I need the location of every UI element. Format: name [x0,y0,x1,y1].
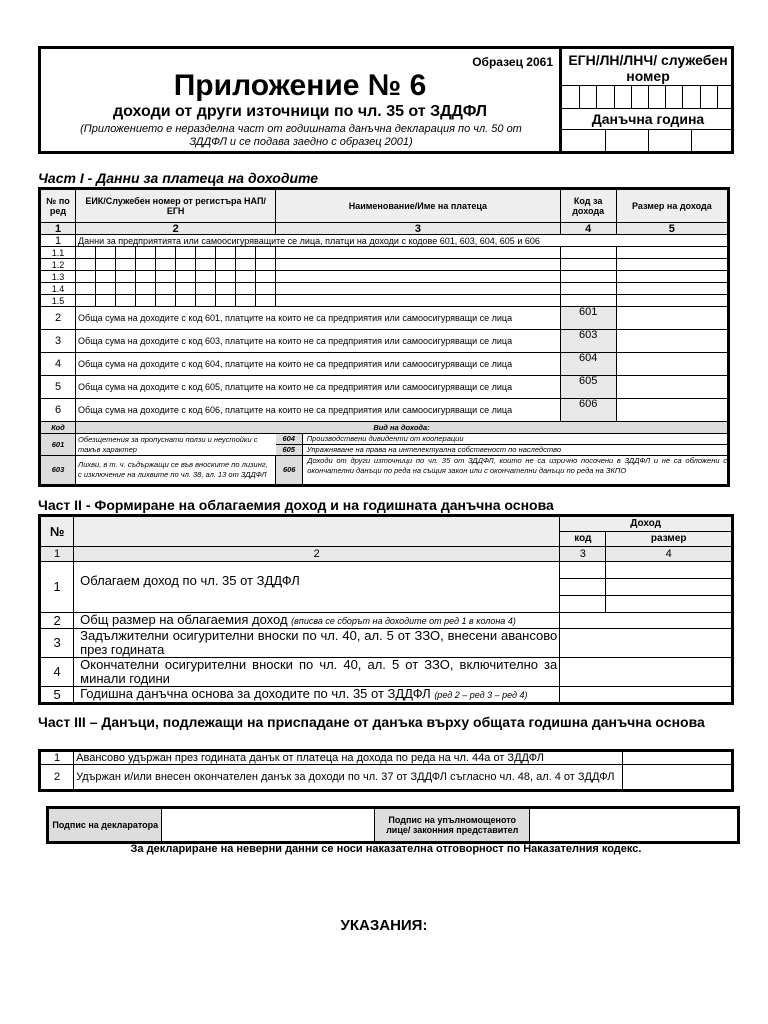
part3-title: Част III – Данъци, подлежащи на приспадане от данъка върху общата годишна данъчна основа [38,714,705,730]
eik-cell[interactable] [116,271,136,283]
eik-cell[interactable] [96,247,116,259]
colnum: 4 [606,547,733,562]
table-row [40,353,729,376]
header-income: Доход [560,516,733,532]
legend-code: 603 [40,456,76,486]
liability-warning: За деклариране на неверни данни се носи наказателна отговорност по Наказателния кодекс. [130,843,642,855]
table-row [40,562,733,579]
code-cell[interactable] [560,283,616,295]
eik-cell[interactable] [216,283,236,295]
row-text: Задължителни осигурителни вноски по чл. 40, ал. 5 от ЗЗО, внесени авансово през годината [74,629,560,658]
table-row [40,658,733,687]
row1-description: Данни за предприятията или самоосигуряващите се лица, платци на доходи с кодове 601, 603, 604, 605 и 606 [76,235,729,247]
instructions-title: УКАЗАНИЯ: [340,917,428,934]
legend-kind-header: Вид на дохода: [76,422,729,434]
row-number: 6 [40,399,76,422]
amount-cell[interactable] [560,658,733,687]
eik-cell[interactable] [76,247,96,259]
amount-cell[interactable] [616,271,728,283]
payer-name-cell[interactable] [276,259,560,271]
legend-code: 605 [276,445,303,455]
eik-cell[interactable] [96,283,116,295]
row-number: 2 [40,307,76,330]
amount-cell[interactable] [616,376,728,399]
form-number: Образец 2061 [472,55,553,69]
row-text: Окончателни осигурителни вноски по чл. 40, ал. 5 от ЗЗО, включително за минали години [74,658,560,687]
header-code: код [560,532,606,547]
colnum: 3 [560,547,606,562]
row-note: (вписва се сборът на доходите от ред 1 в колона 4) [291,616,516,626]
page-note: (Приложението е неразделна част от годишната данъчна декларация по чл. 50 от ЗДДФЛ и се подава заедно с образец 2001) [80,123,522,148]
row-number: 1.3 [40,271,76,283]
row-number: 1.5 [40,295,76,307]
amount-cell[interactable] [606,596,733,613]
payer-name-cell[interactable] [276,283,560,295]
eik-cell[interactable] [96,271,116,283]
legend-text: Обезщетения за пропуснати ползи и неустойки с такъв характер [76,434,276,456]
eik-cell[interactable] [196,247,216,259]
eik-cell[interactable] [136,247,156,259]
legend-text: Доходи от други източници по чл. 35 от ЗДДФЛ, които не са изрично посочени в ЗДДФЛ и не са обложени с окончателни данъци по реда на същия закон или с окончателни данъци по реда на ЗКПО [307,456,727,475]
code-cell[interactable] [560,271,616,283]
row-number: 1.4 [40,283,76,295]
legend-code: 606 [276,456,303,484]
table-row [40,613,733,629]
table-row [40,330,729,353]
header-title-area [41,49,559,151]
code-cell[interactable] [560,562,606,579]
row-number: 2 [40,613,74,629]
table-row [40,295,729,307]
legend-text: Упражняване на права на интелектуална собственост по наследство [306,445,561,454]
eik-cell[interactable] [116,283,136,295]
table-row [40,751,733,765]
taxable-income-table [38,514,734,705]
sum-row-text: Обща сума на доходите с код 605, платците на които не са предприятия или самоосигуряващи се лица [76,376,561,399]
table-row [40,307,729,330]
eik-cell[interactable] [196,259,216,271]
legend-code: 601 [40,434,76,456]
table-row [40,247,729,259]
eik-cell[interactable] [156,259,176,271]
eik-cell[interactable] [156,283,176,295]
egn-label: ЕГН/ЛН/ЛНЧ/ служебен номер [568,52,728,84]
amount-cell[interactable] [616,259,728,271]
eik-cell[interactable] [76,271,96,283]
eik-cell[interactable] [236,259,256,271]
page-subtitle: доходи от други източници по чл. 35 от ЗДДФЛ [113,103,487,120]
amount-cell[interactable] [606,562,733,579]
page-title: Приложение № 6 [173,69,427,102]
row-number: 1.1 [40,247,76,259]
amount-cell[interactable] [606,579,733,596]
legend-code-header: Код [40,422,76,434]
colnum: 2 [74,547,560,562]
income-code: 604 [560,353,616,376]
legend-code: 604 [276,434,303,444]
eik-cell[interactable] [96,295,116,307]
eik-cell[interactable] [176,259,196,271]
income-code: 606 [560,399,616,422]
eik-cell[interactable] [216,259,236,271]
eik-cell[interactable] [236,295,256,307]
eik-cell[interactable] [136,295,156,307]
eik-cell[interactable] [256,283,276,295]
table-row [40,271,729,283]
sum-row-text: Обща сума на доходите с код 603, платците на които не са предприятия или самоосигуряващи се лица [76,330,561,353]
eik-cell[interactable] [76,295,96,307]
eik-cell[interactable] [236,283,256,295]
payer-name-cell[interactable] [276,271,560,283]
payer-name-cell[interactable] [276,295,560,307]
part2-title: Част II - Формиране на облагаемия доход и на годишната данъчна основа [38,497,554,513]
table-row [40,376,729,399]
row-text: Облагаем доход по чл. 35 от ЗДДФЛ [74,562,560,613]
eik-cell[interactable] [256,259,276,271]
eik-cell[interactable] [156,271,176,283]
amount-cell[interactable] [560,629,733,658]
eik-cell[interactable] [76,283,96,295]
header-no: № [40,516,74,547]
amount-cell[interactable] [616,283,728,295]
eik-cell[interactable] [176,283,196,295]
row-text: Общ размер на облагаемия доход [80,612,288,627]
code-cell[interactable] [560,247,616,259]
eik-cell[interactable] [256,271,276,283]
colnum: 2 [76,223,276,235]
egn-input[interactable] [562,85,734,109]
table-row [40,399,729,422]
row-number: 1.2 [40,259,76,271]
eik-cell[interactable] [176,271,196,283]
eik-cell[interactable] [196,295,216,307]
eik-cell[interactable] [216,271,236,283]
eik-cell[interactable] [156,295,176,307]
amount-cell[interactable] [560,687,733,704]
row-number: 4 [40,658,74,687]
amount-cell[interactable] [622,751,733,765]
code-cell[interactable] [560,259,616,271]
income-code: 601 [560,307,616,330]
row-number: 5 [40,687,74,704]
row-note: (ред 2 – ред 3 – ред 4) [434,690,528,700]
eik-cell[interactable] [176,295,196,307]
declarant-signature-label: Подпис на декларатора [48,808,162,843]
code-cell[interactable] [560,596,606,613]
eik-cell[interactable] [116,295,136,307]
eik-cell[interactable] [96,259,116,271]
amount-cell[interactable] [616,295,728,307]
header-eik: ЕИК/Служебен номер от регистъра НАП/ЕГН [76,189,276,223]
eik-cell[interactable] [196,271,216,283]
table-row [40,765,733,791]
legend-text: Лихви, в т. ч. съдържащи се във вноските по лизинг, с изключение на лихвите по чл. 38, ал. 13 от ЗДДФЛ [76,456,276,486]
tax-year-label: Данъчна година [591,111,705,127]
row-number: 5 [40,376,76,399]
code-cell[interactable] [560,295,616,307]
header-amount: Размер на дохода [616,189,728,223]
eik-cell[interactable] [136,283,156,295]
table-row [40,687,733,704]
representative-signature-label: Подпис на упълномощеното лице/ законния представител [375,808,530,843]
amount-cell[interactable] [616,247,728,259]
row-text: Годишна данъчна основа за доходите по чл. 35 от ЗДДФЛ [80,686,431,701]
eik-cell[interactable] [236,271,256,283]
amount-cell[interactable] [616,307,728,330]
colnum: 5 [616,223,728,235]
colnum: 3 [276,223,560,235]
colnum: 4 [560,223,616,235]
eik-cell[interactable] [76,259,96,271]
eik-cell[interactable] [116,259,136,271]
signature-table [46,806,740,844]
income-code: 605 [560,376,616,399]
sum-row-text: Обща сума на доходите с код 606, платците на които не са предприятия или самоосигуряващи се лица [76,399,561,422]
eik-cell[interactable] [256,295,276,307]
representative-signature-field[interactable] [530,808,739,843]
table-row [40,629,733,658]
taxes-deduction-table [38,749,734,792]
row-text: Авансово удържан през годината данък от платеца на дохода по реда на чл. 44а от ЗДДФЛ [74,751,622,765]
row-number: 1 [40,562,74,613]
amount-cell[interactable] [616,330,728,353]
amount-cell[interactable] [622,765,733,791]
header-amount: размер [606,532,733,547]
header-code: Код за дохода [560,189,616,223]
colnum: 1 [40,547,74,562]
eik-cell[interactable] [256,247,276,259]
eik-cell[interactable] [136,271,156,283]
legend-text: Производствени дивиденти от кооперации [306,434,464,443]
eik-cell[interactable] [136,259,156,271]
eik-cell[interactable] [216,295,236,307]
form-header [38,46,734,154]
table-row [40,283,729,295]
sum-row-text: Обща сума на доходите с код 601, платците на които не са предприятия или самоосигуряващи се лица [76,307,561,330]
header-no: № по ред [40,189,76,223]
sum-row-text: Обща сума на доходите с код 604, платците на които не са предприятия или самоосигуряващи се лица [76,353,561,376]
row-number: 3 [40,330,76,353]
eik-cell[interactable] [216,247,236,259]
row-number: 1 [40,235,76,247]
income-code: 603 [560,330,616,353]
row-number: 4 [40,353,76,376]
amount-cell[interactable] [616,399,728,422]
row-number: 3 [40,629,74,658]
eik-cell[interactable] [236,247,256,259]
row-number: 1 [40,751,74,765]
payer-data-table [38,187,730,487]
amount-cell[interactable] [616,353,728,376]
eik-cell[interactable] [196,283,216,295]
header-payer-name: Наименование/Име на платеца [276,189,560,223]
code-cell[interactable] [560,579,606,596]
eik-cell[interactable] [116,247,136,259]
colnum: 1 [40,223,76,235]
declarant-signature-field[interactable] [162,808,375,843]
row-number: 2 [40,765,74,791]
eik-cell[interactable] [156,247,176,259]
amount-cell[interactable] [560,613,733,629]
taxpayer-id-box [559,49,734,151]
eik-cell[interactable] [176,247,196,259]
row-text: Удържан и/или внесен окончателен данък за доходи по чл. 37 от ЗДДФЛ съгласно чл. 48, ал. 4 от ЗДДФЛ [74,765,622,791]
part1-title: Част I - Данни за платеца на доходите [38,170,319,186]
tax-year-input[interactable] [562,129,734,152]
table-row [40,259,729,271]
payer-name-cell[interactable] [276,247,560,259]
